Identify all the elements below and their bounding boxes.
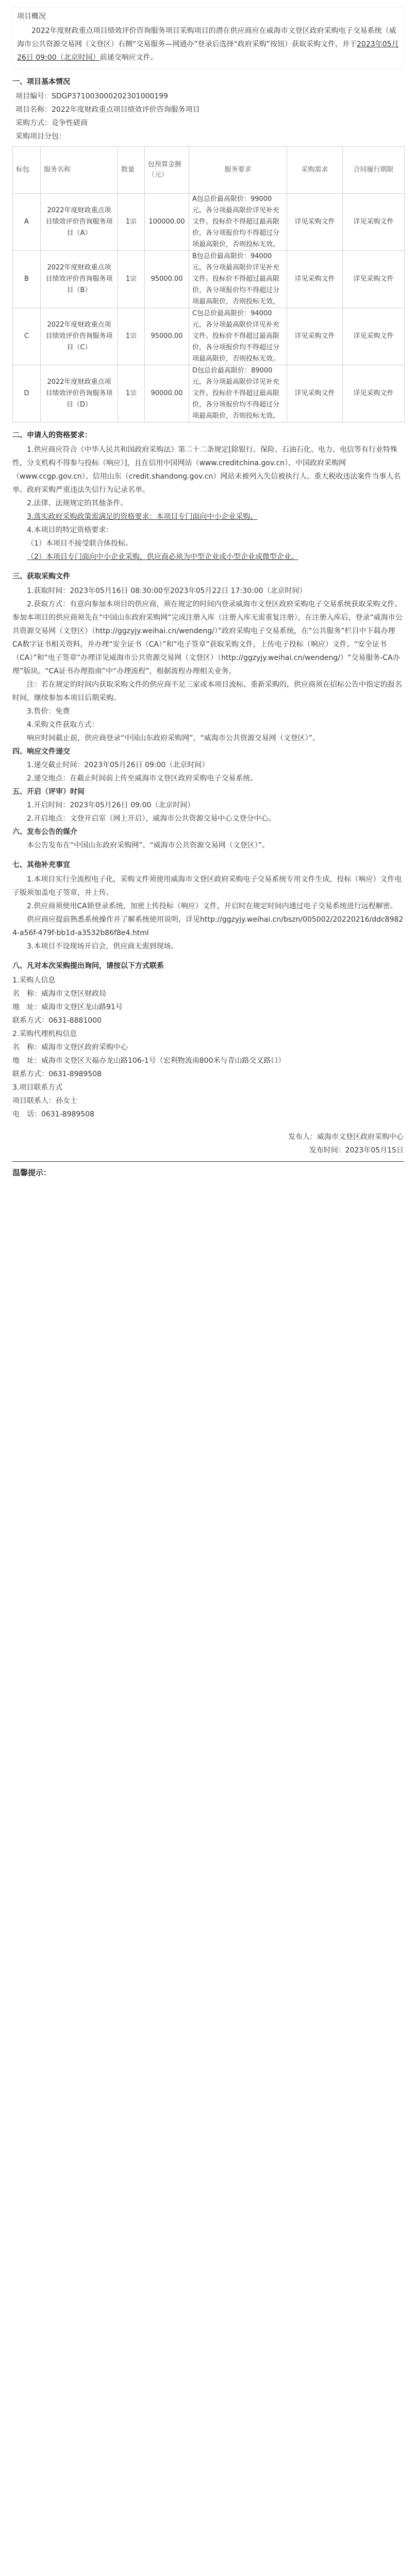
other-text: 1.本项目实行全流程电子化，采购文件须使用威海市文登区政府采购电子交易系统专用文件生成，投标（响应）文件电子版须加盖电子签章，并上传。 2.供应商须使用CA锁登录系统，加密上传投标（响应）文件，开启时在规定时间内通过电子交易系统进行远程解密。 供应商应提前熟悉系统操作并了解系统使用说明，详见http://ggzyjy.weihai.cn/bszn/005002/20220216/ddc89824-a56f-479f-bb1d-a3532b86f8e4.html 3.本项目不设现场开启会，供应商无需到现场。 [12,875,404,951]
header-lot: 标包 [13,147,41,194]
qualification-text: 1.供应商应符合《中华人民共和国政府采购法》第二十二条规定[除银行、保险、石油石化、电力、电信等有行业特殊性，分支机构不得参与投标（响应）]，且在信用中国网站（www.creditchina.gov.cn）、中国政府采购网（www.ccgp.gov.cn）、信用山东（credit.shandong.gov.cn）网站未被列入失信被执行人、重大税收违法案件当事人名单、政府采购严重违法失信行为记录名单。 2.法律、法规规定的其他条件。 3.落实政府采购政策需满足的资格要求：本项目专门面向中小企业采购。 4.本项目的特定资格要求： （1）本项目不接受联合体投标。 （2）本项目专门面向中小企业采购，供应商必须为中型企业或小型企业或微型企业。 [12,446,401,561]
section-contact-title: 八、凡对本次采购提出询问，请按以下方式联系 [12,962,164,970]
publisher: 发布人：威海市文登区政府采购中心 [288,1133,404,1141]
table-row: D 2022年度财政重点项目绩效评价咨询服务项目（D） 1宗 90000.00 D包总价最高限价：89000元，各分项最高限价详见补充文件。投标价不得超过最高限价，各分项报价均不得超过分项最高限价，否则投标无效。 详见采购文件 详见采购文件 [13,365,405,422]
header-need: 采购需求 [287,147,343,194]
table-header-row [13,147,405,194]
obtain-docs-text: 1.获取时间：2023年05月16日 08:30:00至2023年05月22日 17:30:00（北京时间） 2.获取方式：有意向参加本项目的供应商，须在规定的时间内登录威海市文登区政府采购电子交易系统获取采购文件。参加本项目的供应商须先在“中国山东政府采购网”完成注册入库（注册入库无需重复注册），在注册入库后，登录“威海市公共资源交易网（文登区）（http://ggzyjy.weihai.cn/wendeng/）”政府采购电子交易系统，在“公共服务”栏目中下载办理CA数字证书相关资料，并办理“安全证书（CA）”和“电子签章”获取采购文件，上传电子投标（响应）文件。“安全证书（CA）”和“电子签章”办理详见威海市公共资源交易网（文登区）（http://ggzyjy.weihai.cn/wendeng/）“交易服务-CA办理”版块。“CA证书办理指南”中“办理流程”，根据流程办理相关业务。 注：若在规定的时间内获取采购文件的供应商不足三家或本项目流标、重新采购的，供应商须在招标公告中指定的报名时间，继续参加本项目后期采购。 3.售价：免费 4.采购文件获取方式： 响应时间截止前，供应商登录“中国山东政府采购网”，“威海市公共资源交易网（文登区）”。 四、响应文件递交 1.递交截止时间：2023年05月26日 09:00（北京时间） 2.递交地点：在截止时间前上传至威海市文登区政府采购电子交易系统。 五、开启（评审）时间 1.开启时间：2023年05月26日 09:00（北京时间） 2.开启地点：文登开启室（网上开启），威海市公共资源交易中心文登分中心。 六、发布公告的媒介 本公告发布在“中国山东政府采购网”、“威海市公共资源交易网（文登区）”。 [12,587,403,850]
publisher-block [12,1130,404,1157]
contact-text: 1.采购人信息 名 称：威海市文登区财政局 地 址：威海市文登区龙山路91号 联系方式：0631-8881000 2.采购代理机构信息 名 称：威海市文登区政府采购中心 地 址：威海市文登区天福办龙山路106-1号（宏利物流南800米与青山路交叉路口） 联系方式：0631-8989508 3.项目联系方式 项目联系人：孙女士 电 话：0631-8989508 [12,976,286,1118]
system-guide-link[interactable]: 供应商应提前熟悉系统操作并了解系统使用说明，详见http://ggzyjy.weihai.cn/bszn/005002/20220216/ddc89824-a56f-479f-bb1d-a3532b86f8e4.html [12,916,404,937]
table-row: A 2022年度财政重点项目绩效评价咨询服务项目（A） 1宗 100000.00 A包总价最高限价：99000元，各分项最高限价详见补充文件。投标价不得超过最高限价，各分项报价均不得超过分项最高限价，否则投标无效。 详见采购文件 详见采购文件 [13,194,405,251]
section-other-title: 七、其他补充事宜 [12,861,70,869]
header-quantity: 数量 [118,147,145,194]
notice-divider [12,1161,404,1178]
basic-info-lines [12,90,404,143]
publish-date: 发布时间：2023年05月15日 [309,1146,404,1155]
project-number: 项目编号：SDGP371003000202301000199 [15,92,169,100]
section-obtain-docs-title: 三、获取采购文件 [12,572,70,581]
project-summary-box [12,7,404,69]
table-row: C 2022年度财政重点项目绩效评价咨询服务项目（C） 1宗 95000.00 C包总价最高限价：94000元，各分项最高限价详见补充文件。投标价不得超过最高限价，各分项报价均不得超过分项最高限价，否则投标无效。 详见采购文件 详见采购文件 [13,308,405,365]
deadline-date: 2023年05月26日 09:00（北京时间） [17,40,399,62]
summary-title: 项目概况 [17,12,46,21]
procurement-method: 采购方式：竞争性磋商 [15,119,88,127]
lot-division-label: 采购项目分包： [15,132,66,141]
table-row: B 2022年度财政重点项目绩效评价咨询服务项目（B） 1宗 95000.00 B包总价最高限价：94000元，各分项最高限价详见补充文件。投标价不得超过最高限价，各分项报价均不得超过分项最高限价，否则投标无效。 详见采购文件 详见采购文件 [13,251,405,308]
header-service-req: 服务要求 [189,147,287,194]
project-name: 项目名称：2022年度财政重点项目绩效评价咨询服务项目 [15,106,200,114]
header-budget: 包预算金额（元） [145,147,189,194]
warm-notice: 温馨提示： [12,1168,52,1177]
section-qualification-title: 二、申请人的资格要求： [12,431,92,439]
lots-table [12,146,405,422]
section-basic-info-title: 一、项目基本情况 [12,78,70,86]
summary-text: 2022年度财政重点项目绩效评价咨询服务项目采购项目的潜在供应商应在威海市文登区政府采购电子交易系统（威海市公共资源交易网（文登区）右侧“交易服务—网通办”登录后选择“政府采购”按钮）获取采购文件，并于2023年05月26日 09:00（北京时间）前递交响应文件。 [17,27,399,62]
header-term: 合同履行期限 [343,147,405,194]
announcement-page [0,0,416,1192]
header-service-name: 服务名称 [41,147,118,194]
